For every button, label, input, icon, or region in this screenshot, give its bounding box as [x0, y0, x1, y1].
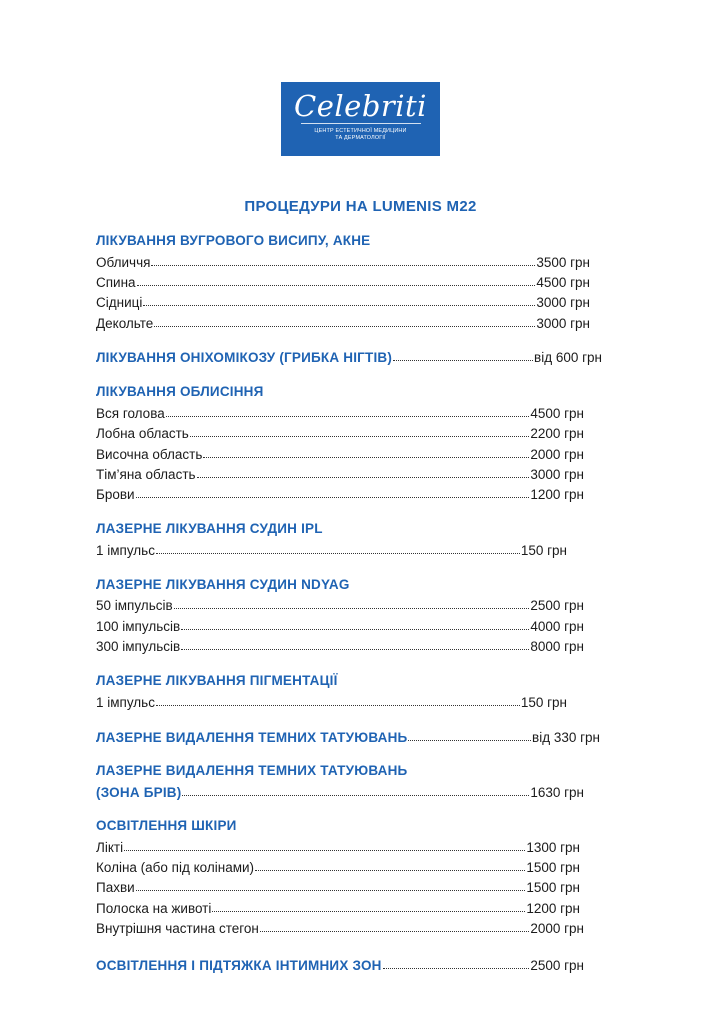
price-row	[96, 597, 584, 613]
service-price: 1630 грн	[530, 785, 584, 800]
section-heading-alopecia: ЛІКУВАННЯ ОБЛИСІННЯ	[96, 384, 264, 399]
dot-leader	[154, 314, 535, 327]
dot-leader	[137, 273, 536, 286]
dot-leader	[203, 445, 529, 458]
section-heading-intimate: ОСВІТЛЕННЯ І ПІДТЯЖКА ІНТИМНИХ ЗОН	[96, 958, 382, 973]
dot-leader	[260, 919, 529, 932]
service-label: Лобна область	[96, 426, 189, 441]
service-price: 2500 грн	[530, 958, 584, 973]
dot-leader	[166, 404, 530, 417]
price-row	[96, 542, 567, 558]
service-label: Декольте	[96, 316, 154, 331]
price-row	[96, 618, 584, 634]
service-price: 2000 грн	[530, 447, 584, 462]
service-price: 3000 грн	[536, 295, 590, 310]
dot-leader	[151, 253, 535, 266]
service-label: 1 імпульс	[96, 543, 155, 558]
service-price: 1300 грн	[526, 840, 580, 855]
service-price: 2500 грн	[530, 598, 584, 613]
section-heading-whitening: ОСВІТЛЕННЯ ШКІРИ	[96, 818, 237, 833]
price-row	[96, 446, 584, 462]
price-row	[96, 254, 590, 270]
section-heading-tattoo: ЛАЗЕРНЕ ВИДАЛЕННЯ ТЕМНИХ ТАТУЮВАНЬ	[96, 730, 408, 745]
price-row	[96, 920, 584, 936]
service-price: 3000 грн	[530, 467, 584, 482]
dot-leader	[212, 899, 525, 912]
price-row-tattoo-brows	[96, 784, 584, 800]
dot-leader	[156, 693, 520, 706]
service-label: Сідниці	[96, 295, 143, 310]
price-row	[96, 466, 584, 482]
logo-subtitle-line1: ЦЕНТР ЕСТЕТИЧНОЇ МЕДИЦИНИ	[314, 128, 407, 134]
dot-leader	[136, 878, 526, 891]
service-price: 8000 грн	[530, 639, 584, 654]
service-label: Вся голова	[96, 406, 165, 421]
service-label: Обличчя	[96, 255, 151, 270]
service-label: Коліна (або під колінами)	[96, 860, 255, 875]
dot-leader	[181, 617, 529, 630]
service-price: 150 грн	[520, 543, 567, 558]
service-price: 1200 грн	[530, 487, 584, 502]
service-price: 1500 грн	[526, 880, 580, 895]
price-row	[96, 839, 580, 855]
section-heading-ipl: ЛАЗЕРНЕ ЛІКУВАННЯ СУДИН IPL	[96, 521, 323, 536]
logo-subtitle	[281, 128, 440, 142]
dot-leader	[393, 348, 533, 361]
service-price: 3000 грн	[536, 316, 590, 331]
price-row	[96, 859, 580, 875]
price-row	[96, 638, 584, 654]
service-label: Брови	[96, 487, 135, 502]
section-heading-onychomycosis: ЛІКУВАННЯ ОНІХОМІКОЗУ (ГРИБКА НІГТІВ)	[96, 350, 393, 365]
service-price: 4500 грн	[530, 406, 584, 421]
section-heading-pigmentation: ЛАЗЕРНЕ ЛІКУВАННЯ ПІГМЕНТАЦІЇ	[96, 673, 338, 688]
service-label: 1 імпульс	[96, 695, 155, 710]
logo-underline	[301, 123, 421, 124]
price-row-tattoo	[96, 729, 600, 745]
section-heading-tattoo-brows: ЛАЗЕРНЕ ВИДАЛЕННЯ ТЕМНИХ ТАТУЮВАНЬ	[96, 763, 408, 778]
price-row-onychomycosis	[96, 349, 602, 365]
price-row	[96, 425, 584, 441]
service-label: Лікті	[96, 840, 124, 855]
service-price: 4500 грн	[536, 275, 590, 290]
dot-leader	[174, 596, 530, 609]
section-heading-ndyag: ЛАЗЕРНЕ ЛІКУВАННЯ СУДИН NDYAG	[96, 577, 350, 592]
price-row	[96, 694, 567, 710]
section-heading-tattoo-brows-line2: (ЗОНА БРІВ)	[96, 785, 182, 800]
price-row	[96, 900, 580, 916]
dot-leader	[156, 541, 520, 554]
service-price: 4000 грн	[530, 619, 584, 634]
service-price: 1500 грн	[526, 860, 580, 875]
service-label: Спина	[96, 275, 136, 290]
dot-leader	[408, 728, 531, 741]
service-label: 300 імпульсів	[96, 639, 181, 654]
service-price: від 330 грн	[532, 730, 600, 745]
price-row	[96, 405, 584, 421]
price-row	[96, 879, 580, 895]
service-price: 1200 грн	[526, 901, 580, 916]
dot-leader	[255, 858, 525, 871]
dot-leader	[383, 956, 530, 969]
section-heading-acne: ЛІКУВАННЯ ВУГРОВОГО ВИСИПУ, АКНЕ	[96, 233, 371, 248]
service-label: Пахви	[96, 880, 135, 895]
logo-script-text: Celebriti	[294, 89, 427, 123]
dot-leader	[136, 485, 530, 498]
service-label: Внутрішня частина стегон	[96, 921, 259, 936]
dot-leader	[143, 293, 535, 306]
page-title: ПРОЦЕДУРИ НА LUMENIS M22	[244, 198, 477, 215]
price-row	[96, 274, 590, 290]
service-label: Височна область	[96, 447, 203, 462]
clinic-logo	[281, 82, 440, 156]
service-price: 150 грн	[520, 695, 567, 710]
service-label: 100 імпульсів	[96, 619, 181, 634]
dot-leader	[197, 465, 530, 478]
price-row	[96, 315, 590, 331]
dot-leader	[182, 783, 529, 796]
price-row-intimate	[96, 957, 584, 973]
service-price: 2000 грн	[530, 921, 584, 936]
price-row	[96, 486, 584, 502]
service-price: від 600 грн	[534, 350, 602, 365]
service-label: Полоска на животі	[96, 901, 212, 916]
dot-leader	[190, 424, 530, 437]
service-price: 2200 грн	[530, 426, 584, 441]
service-label: Тім’яна область	[96, 467, 196, 482]
dot-leader	[124, 838, 525, 851]
service-label: 50 імпульсів	[96, 598, 173, 613]
service-price: 3500 грн	[536, 255, 590, 270]
price-row	[96, 294, 590, 310]
logo-subtitle-line2: ТА ДЕРМАТОЛОГІЇ	[335, 135, 386, 141]
dot-leader	[181, 637, 529, 650]
